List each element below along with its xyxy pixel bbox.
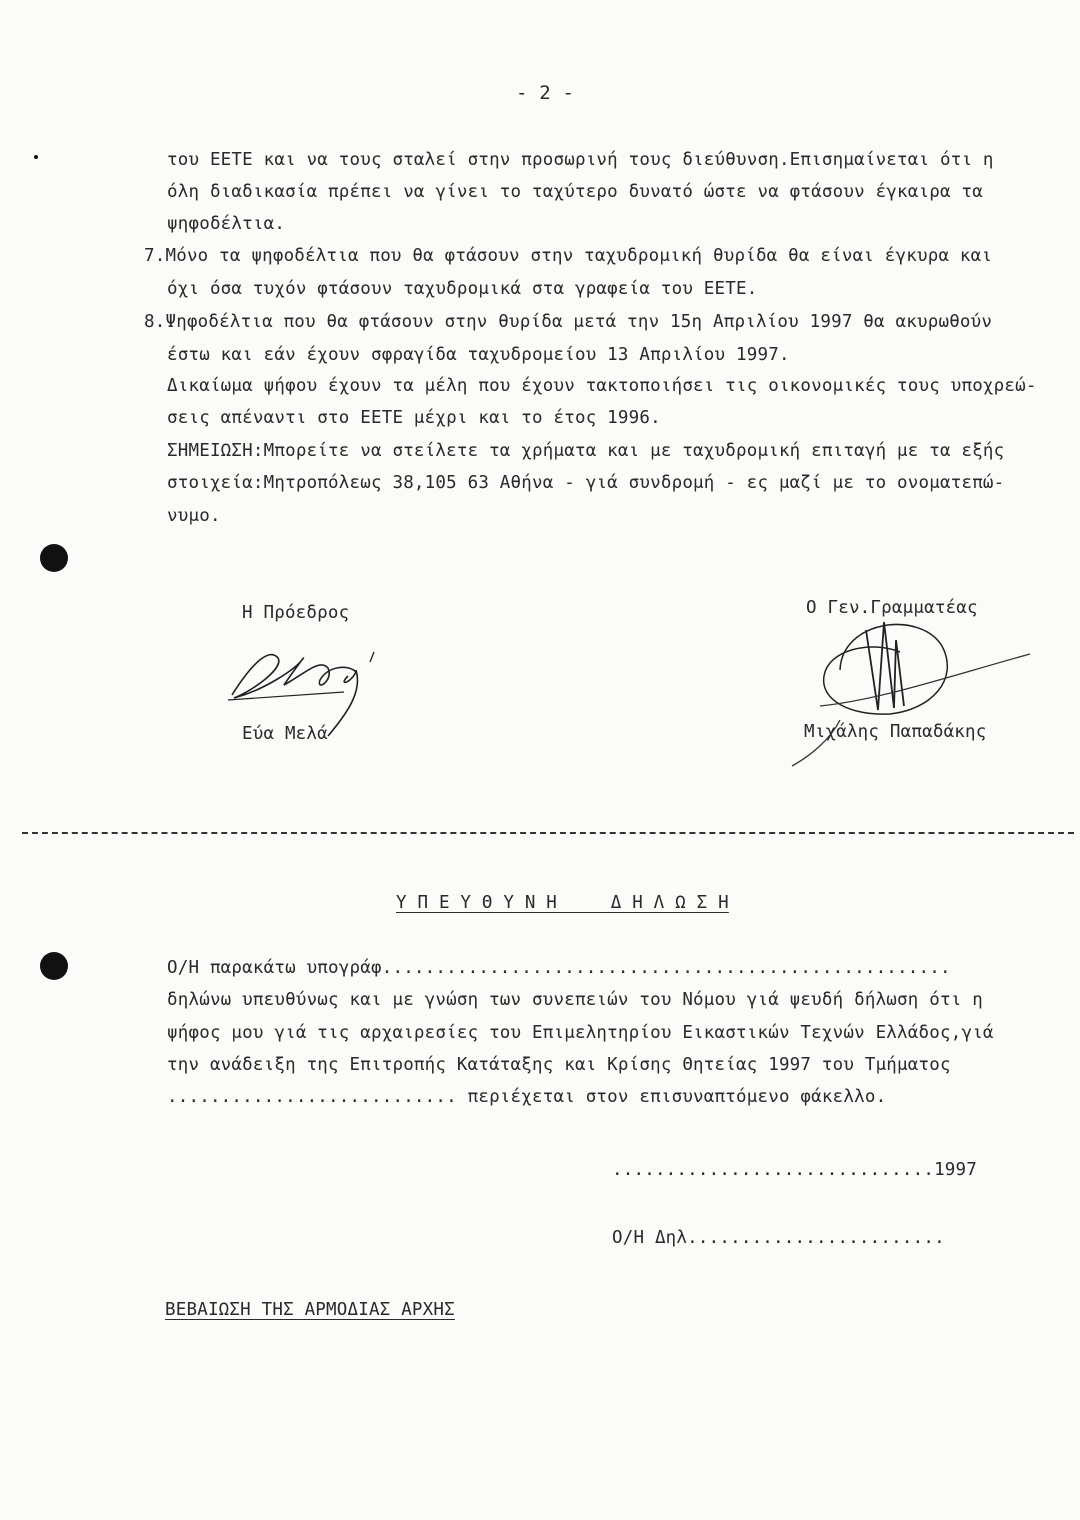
body-line: έστω και εάν έχουν σφραγίδα ταχυδρομείου 13 Απριλίου 1997. (167, 345, 790, 365)
date-line: ..............................1997 (612, 1160, 978, 1180)
secretary-name: Μιχάλης Παπαδάκης (804, 722, 987, 742)
secretary-signature (780, 610, 1040, 770)
margin-speck (34, 155, 38, 159)
body-line: όλη διαδικασία πρέπει να γίνει το ταχύτερο δυνατό ώστε να φτάσουν έγκαιρα τα (167, 182, 983, 202)
signer-line: Ο/Η Δηλ........................ (612, 1228, 945, 1248)
declaration-line: ........................... περιέχεται στον επισυναπτόμενο φάκελλο. (167, 1087, 887, 1107)
authority-heading: ΒΕΒΑΙΩΣΗ ΤΗΣ ΑΡΜΟΔΙΑΣ ΑΡΧΗΣ (165, 1300, 455, 1320)
declaration-heading: Υ Π Ε Υ Θ Υ Ν Η Δ Η Λ Ω Σ Η (396, 893, 729, 913)
punch-hole-bottom (40, 952, 68, 980)
body-line: νυμο. (167, 506, 221, 526)
declaration-line: την ανάδειξη της Επιτροπής Κατάταξης και Κρίσης Θητείας 1997 του Τμήματος (167, 1055, 951, 1075)
declaration-line: Ο/Η παρακάτω υπογράφ..................................................... (167, 958, 951, 978)
body-line: του ΕΕΤΕ και να τους σταλεί στην προσωρινή τους διεύθυνση.Επισημαίνεται ότι η (167, 150, 994, 170)
page-number: - 2 - (516, 82, 575, 104)
declaration-line: ψήφος μου γιά τις αρχαιρεσίες του Επιμελητηρίου Εικαστικών Τεχνών Ελλάδος,γιά (167, 1023, 994, 1043)
body-line: στοιχεία:Μητροπόλεως 38,105 63 Αθήνα - γιά συνδρομή - ες μαζί με το ονοματεπώ- (167, 473, 1005, 493)
president-title: Η Πρόεδρος (242, 603, 350, 623)
body-line: 8.Ψηφοδέλτια που θα φτάσουν στην θυρίδα μετά την 15η Απριλίου 1997 θα ακυρωθούν (144, 312, 993, 332)
body-line: σεις απέναντι στο ΕΕΤΕ μέχρι και το έτος 1996. (167, 408, 661, 428)
body-line: Δικαίωμα ψήφου έχουν τα μέλη που έχουν τακτοποιήσει τις οικονομικές τους υποχρεώ- (167, 376, 1037, 396)
body-line: ΣΗΜΕΙΩΣΗ:Μπορείτε να στείλετε τα χρήματα και με ταχυδρομική επιταγή με τα εξής (167, 441, 1005, 461)
punch-hole-top (40, 544, 68, 572)
body-line: ψηφοδέλτια. (167, 214, 286, 234)
body-line: 7.Μόνο τα ψηφοδέλτια που θα φτάσουν στην ταχυδρομική θυρίδα θα είναι έγκυρα και (144, 246, 993, 266)
president-name: Εύα Μελά (242, 724, 328, 744)
body-line: όχι όσα τυχόν φτάσουν ταχυδρομικά στα γραφεία του ΕΕΤΕ. (167, 279, 758, 299)
secretary-title: Ο Γεν.Γραμματέας (806, 598, 978, 618)
declaration-line: δηλώνω υπευθύνως και με γνώση των συνεπειών του Νόμου γιά ψευδή δήλωση ότι η (167, 990, 983, 1010)
dashed-divider (22, 832, 1074, 834)
